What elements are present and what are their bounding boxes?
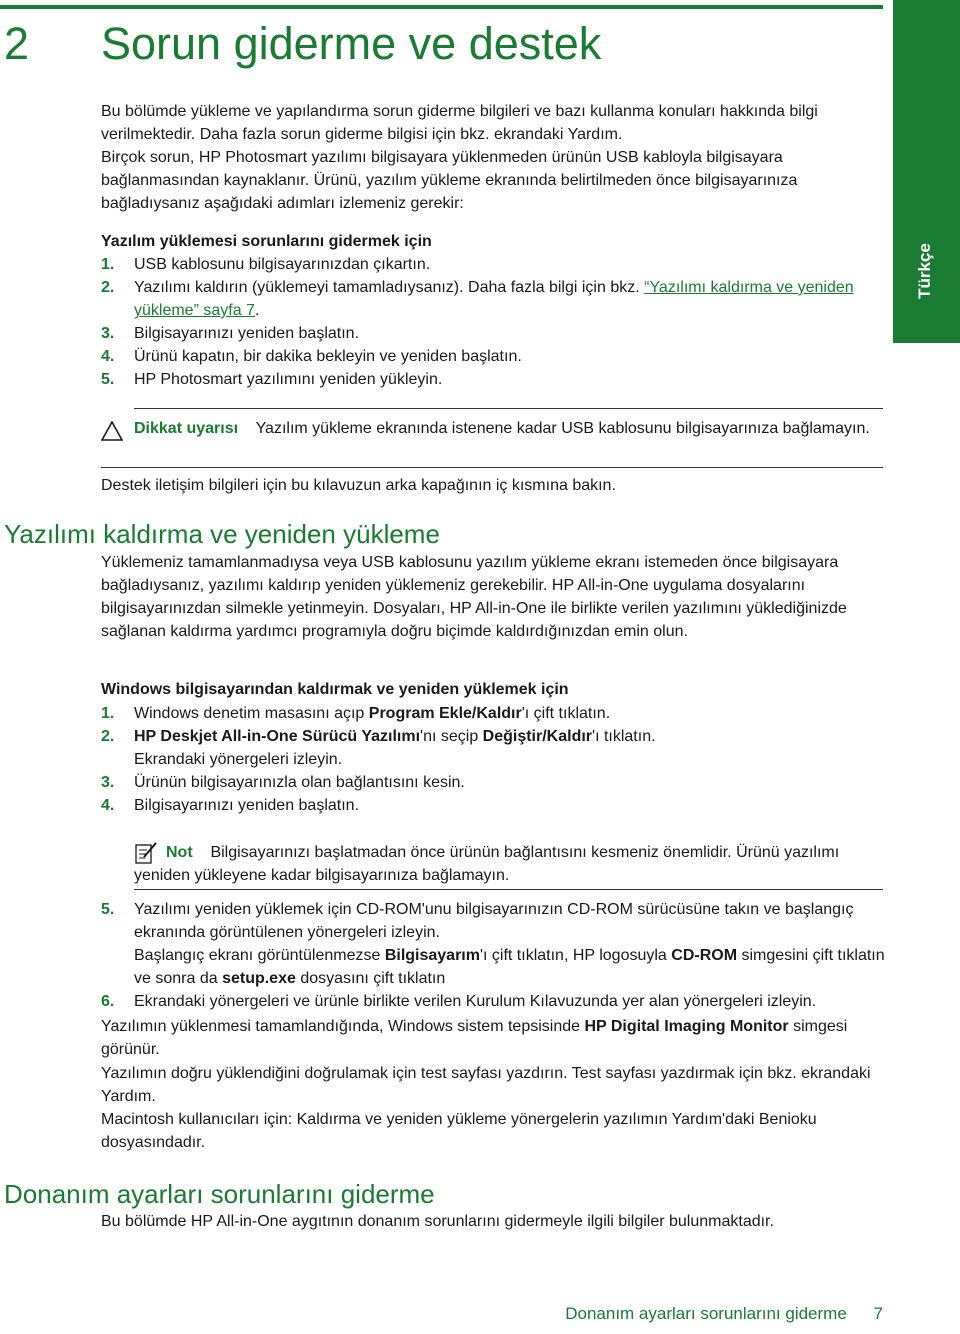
install-fix-steps [101,253,891,391]
list-item [101,794,891,817]
list-item [101,898,891,990]
windows-steps-1-4 [101,702,891,817]
step-text-part: 'ı çift tıklatın, HP logosuyla [479,947,672,964]
step-text-part: Windows denetim masasını açıp [134,705,369,722]
program-add-remove: Program Ekle/Kaldır [368,705,522,722]
windows-steps-5-6 [101,898,891,1013]
note-label: Not [166,844,193,861]
list-item [101,725,891,771]
step-text [134,702,891,725]
step-text: USB kablosunu bilgisayarınızdan çıkartın. [134,256,431,273]
uninstall-link-page[interactable]: sayfa 7 [198,302,255,319]
step-number: 2. [101,728,115,745]
step-text-part: . [254,302,260,319]
note-text: Bilgisayarınızı başlatmadan önce ürünün bağlantısını kesmeniz önemlidir. Ürünü yazılımı yeniden yükleyene kadar bilgisayarınıza bağlamayın. [134,844,840,884]
note-bottom-rule [134,889,883,890]
step-text-part: simgesini çift tıklatın ve sonra da [134,947,885,987]
list-item [101,771,891,794]
hardware-title: Donanım ayarları sorunlarını giderme [4,1179,435,1209]
after-install-note [101,1015,891,1061]
step-text-part: 'nı seçip [420,728,483,745]
change-remove: Değiştir/Kaldır [482,728,593,745]
step-number: 3. [101,325,115,342]
uninstall-title: Yazılımı kaldırma ve yeniden yükleme [4,519,440,549]
cd-rom: CD-ROM [671,947,738,964]
list-item [101,322,891,345]
list-item [101,702,891,725]
driver-software-name: HP Deskjet All-in-One Sürücü Yazılımı [134,728,421,745]
mac-note: Macintosh kullanıcıları için: Kaldırma ve yeniden yükleme yönergelerin yazılımın Yardım'daki Benioku dosyasındadır. [101,1111,817,1151]
step-number: 4. [101,797,115,814]
warning-block [134,417,884,440]
step-text-part: Yazılımı kaldırın (yüklemeyi tamamladıysanız). Daha fazla bilgi için bkz. [134,279,645,296]
step-text-part: dosyasını çift tıklatın [295,970,446,987]
install-fix-heading: Yazılım yüklemesi sorunlarını gidermek için [101,233,432,250]
intro-paragraph-1: Bu bölümde yükleme ve yapılandırma sorun giderme bilgileri ve bazı kullanma konuları hakkında bilgi verilmektedir. Daha fazla sorun giderme bilgisi için bkz. ekrandaki Yardım. [101,103,818,143]
after-text-part: Yazılımın yüklenmesi tamamlandığında, Windows sistem tepsisinde [101,1018,585,1035]
step-text-part: Başlangıç ekranı görüntülenmezse [134,947,385,964]
chapter-number: 2 [4,18,30,69]
step-number: 3. [101,774,115,791]
imaging-monitor: HP Digital Imaging Monitor [584,1018,789,1035]
warning-top-rule [134,408,883,409]
warning-bottom-rule [101,467,883,468]
windows-heading: Windows bilgisayarından kaldırmak ve yeniden yüklemek için [101,681,569,698]
step-number: 5. [101,371,115,388]
test-page-note: Yazılımın doğru yüklendiğini doğrulamak için test sayfası yazdırın. Test sayfası yazdırmak için bkz. ekrandaki Yardım. [101,1065,871,1105]
warning-text: Yazılım yükleme ekranında istenene kadar USB kablosunu bilgisayarınıza bağlamayın. [255,420,870,437]
note-block [134,841,884,887]
step-text: Bilgisayarınızı yeniden başlatın. [134,325,360,342]
step-text [134,898,891,990]
list-item [101,345,891,368]
step-text: Ürünü kapatın, bir dakika bekleyin ve yeniden başlatın. [134,348,522,365]
after-text-part: simgesi görünür. [101,1018,848,1058]
hardware-paragraph: Bu bölümde HP All-in-One aygıtının donanım sorunlarını gidermeyle ilgili bilgiler bulunmaktadır. [101,1213,774,1230]
step-text [134,276,891,322]
language-tab-label: Türkçe [915,243,934,299]
list-item [101,276,891,322]
warning-label: Dikkat uyarısı [134,420,239,437]
chapter-title: Sorun giderme ve destek [101,18,602,69]
list-item [101,990,891,1013]
step-number: 1. [101,705,115,722]
step-number: 6. [101,993,115,1010]
step-text-part: 'ı tıklatın. [592,728,656,745]
step-text: Bilgisayarınızı yeniden başlatın. [134,797,360,814]
step-number: 1. [101,256,115,273]
step-text-part: Yazılımı yeniden yüklemek için CD-ROM'unu bilgisayarınızın CD-ROM sürücüsüne takın ve başlangıç ekranında görüntülenen yönergeleri izleyin. [134,901,854,941]
step-text: Ürünün bilgisayarınızla olan bağlantısını kesin. [134,774,465,791]
step-number: 5. [101,901,115,918]
step-text [134,725,891,771]
list-item [101,368,891,391]
page-number: 7 [873,1304,883,1323]
uninstall-paragraph: Yüklemeniz tamamlanmadıysa veya USB kablosunu yazılım yükleme ekranı istemeden önce bilgisayara bağladıysanız, yazılımı kaldırıp yeniden yüklemeniz gerekebilir. HP All-in-One uygulama dosyalarını bilgisayarınızdan silmekle yetinmeyin. Dosyaları, HP All-in-One ile birlikte verilen yazılımını yüklediğinizde sağlanan kaldırma yardımcı programıyla doğru biçimde kaldırdığınızdan emin olun. [101,554,847,640]
setup-exe: setup.exe [222,970,296,987]
footer-section: Donanım ayarları sorunlarını giderme [565,1304,847,1323]
warning-triangle-icon [101,421,123,441]
top-rule [0,5,883,9]
step-number: 2. [101,279,115,296]
uninstall-link[interactable]: “Yazılımı kaldırma ve yeniden yükleme” [134,279,854,319]
page-footer [0,1304,883,1324]
step-text-part: Ekrandaki yönergeleri izleyin. [134,751,343,768]
step-text: Ekrandaki yönergeleri ve ürünle birlikte verilen Kurulum Kılavuzunda yer alan yönergeleri izleyin. [134,993,817,1010]
step-number: 4. [101,348,115,365]
step-text: HP Photosmart yazılımını yeniden yükleyin. [134,371,443,388]
list-item [101,253,891,276]
intro-paragraph-2: Birçok sorun, HP Photosmart yazılımı bilgisayara yüklenmeden ürünün USB kabloyla bilgisayara bağlanmasından kaynaklanır. Ürünü, yazılım yükleme ekranında belirtilmeden önce bilgisayarınıza bağladıysanız aşağıdaki adımları izlemeniz gerekir: [101,149,798,212]
support-line: Destek iletişim bilgileri için bu kılavuzun arka kapağının iç kısmına bakın. [101,477,616,494]
step-text-part: 'ı çift tıklatın. [521,705,611,722]
my-computer: Bilgisayarım [384,947,480,964]
